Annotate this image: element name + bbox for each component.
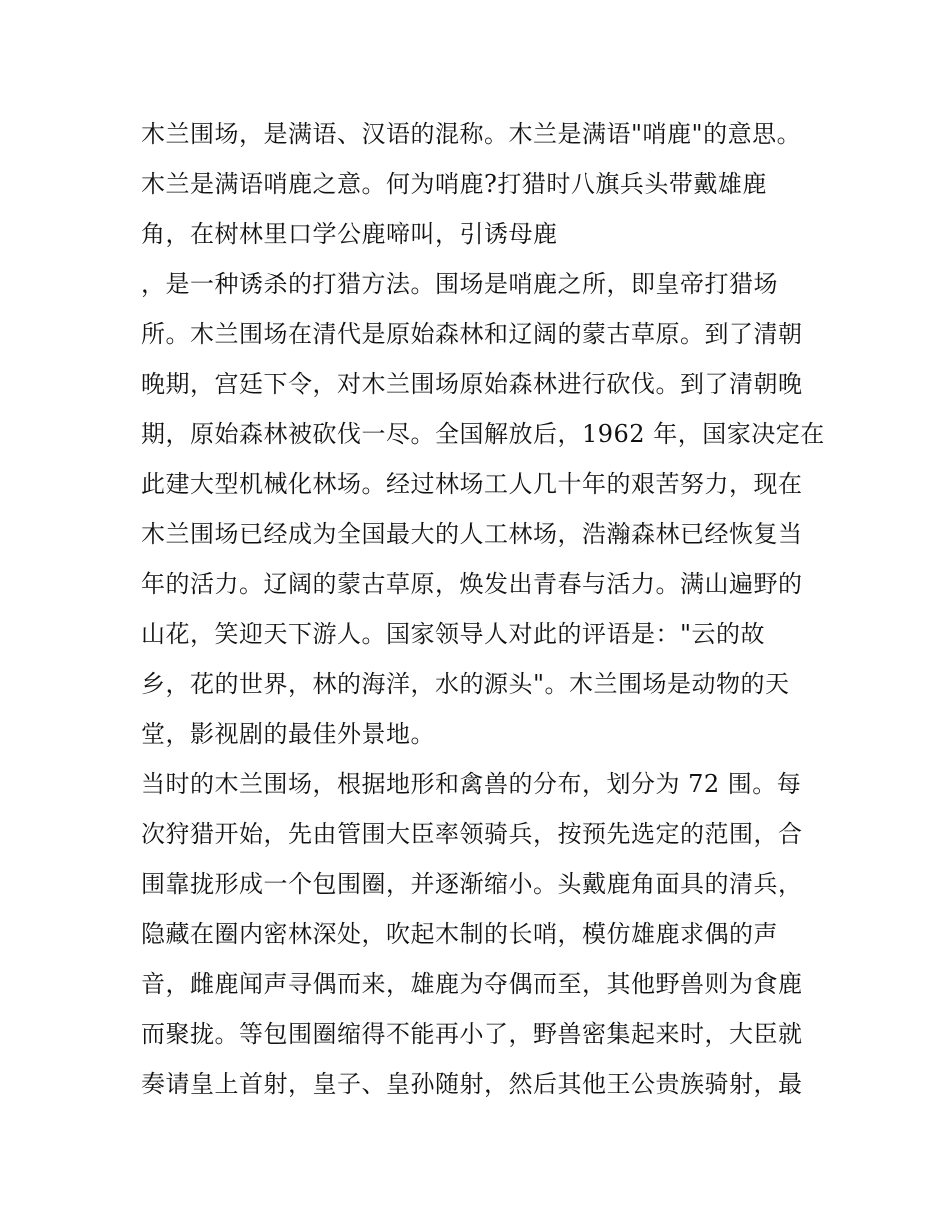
- paragraph-1: [141, 109, 825, 759]
- text-line: 次狩猎开始，先由管围大臣率领骑兵，按预先选定的范围，合: [141, 820, 803, 848]
- text-line: 堂，影视剧的最佳外景地。: [141, 720, 435, 748]
- document-page: [141, 109, 825, 1109]
- text-line: 年的活力。辽阔的蒙古草原，焕发出青春与活力。满山遍野的: [141, 570, 803, 598]
- text-line: 奏请皇上首射，皇子、皇孙随射，然后其他王公贵族骑射，最: [141, 1070, 803, 1098]
- text-line: 木兰围场，是满语、汉语的混称。木兰是满语"哨鹿"的意思。: [141, 120, 802, 148]
- text-line: ，是一种诱杀的打猎方法。围场是哨鹿之所，即皇帝打猎场: [141, 270, 778, 298]
- text-line: 隐藏在圈内密林深处，吹起木制的长哨，模仿雄鹿求偶的声: [141, 920, 778, 948]
- text-line: 木兰是满语哨鹿之意。何为哨鹿?打猎时八旗兵头带戴雄鹿: [141, 170, 767, 198]
- text-line: 晚期，宫廷下令，对木兰围场原始森林进行砍伐。到了清朝晚: [141, 370, 803, 398]
- text-line: 此建大型机械化林场。经过林场工人几十年的艰苦努力，现在: [141, 470, 803, 498]
- text-line: 而聚拢。等包围圈缩得不能再小了，野兽密集起来时，大臣就: [141, 1020, 803, 1048]
- text-line: 木兰围场已经成为全国最大的人工林场，浩瀚森林已经恢复当: [141, 520, 803, 548]
- text-line: 围靠拢形成一个包围圈，并逐渐缩小。头戴鹿角面具的清兵，: [141, 870, 803, 898]
- paragraph-2: [141, 759, 821, 1109]
- text-line: 音，雌鹿闻声寻偶而来，雄鹿为夺偶而至，其他野兽则为食鹿: [141, 970, 803, 998]
- text-line: 所。木兰围场在清代是原始森林和辽阔的蒙古草原。到了清朝: [141, 320, 803, 348]
- text-line: 当时的木兰围场，根据地形和禽兽的分布，划分为 72 围。每: [141, 770, 802, 798]
- text-line: 角，在树林里口学公鹿啼叫，引诱母鹿: [141, 220, 558, 248]
- text-line: 山花，笑迎天下游人。国家领导人对此的评语是："云的故: [141, 620, 766, 648]
- text-line: 期，原始森林被砍伐一尽。全国解放后，1962 年，国家决定在: [141, 420, 825, 448]
- text-line: 乡，花的世界，林的海洋，水的源头"。木兰围场是动物的天: [141, 670, 790, 698]
